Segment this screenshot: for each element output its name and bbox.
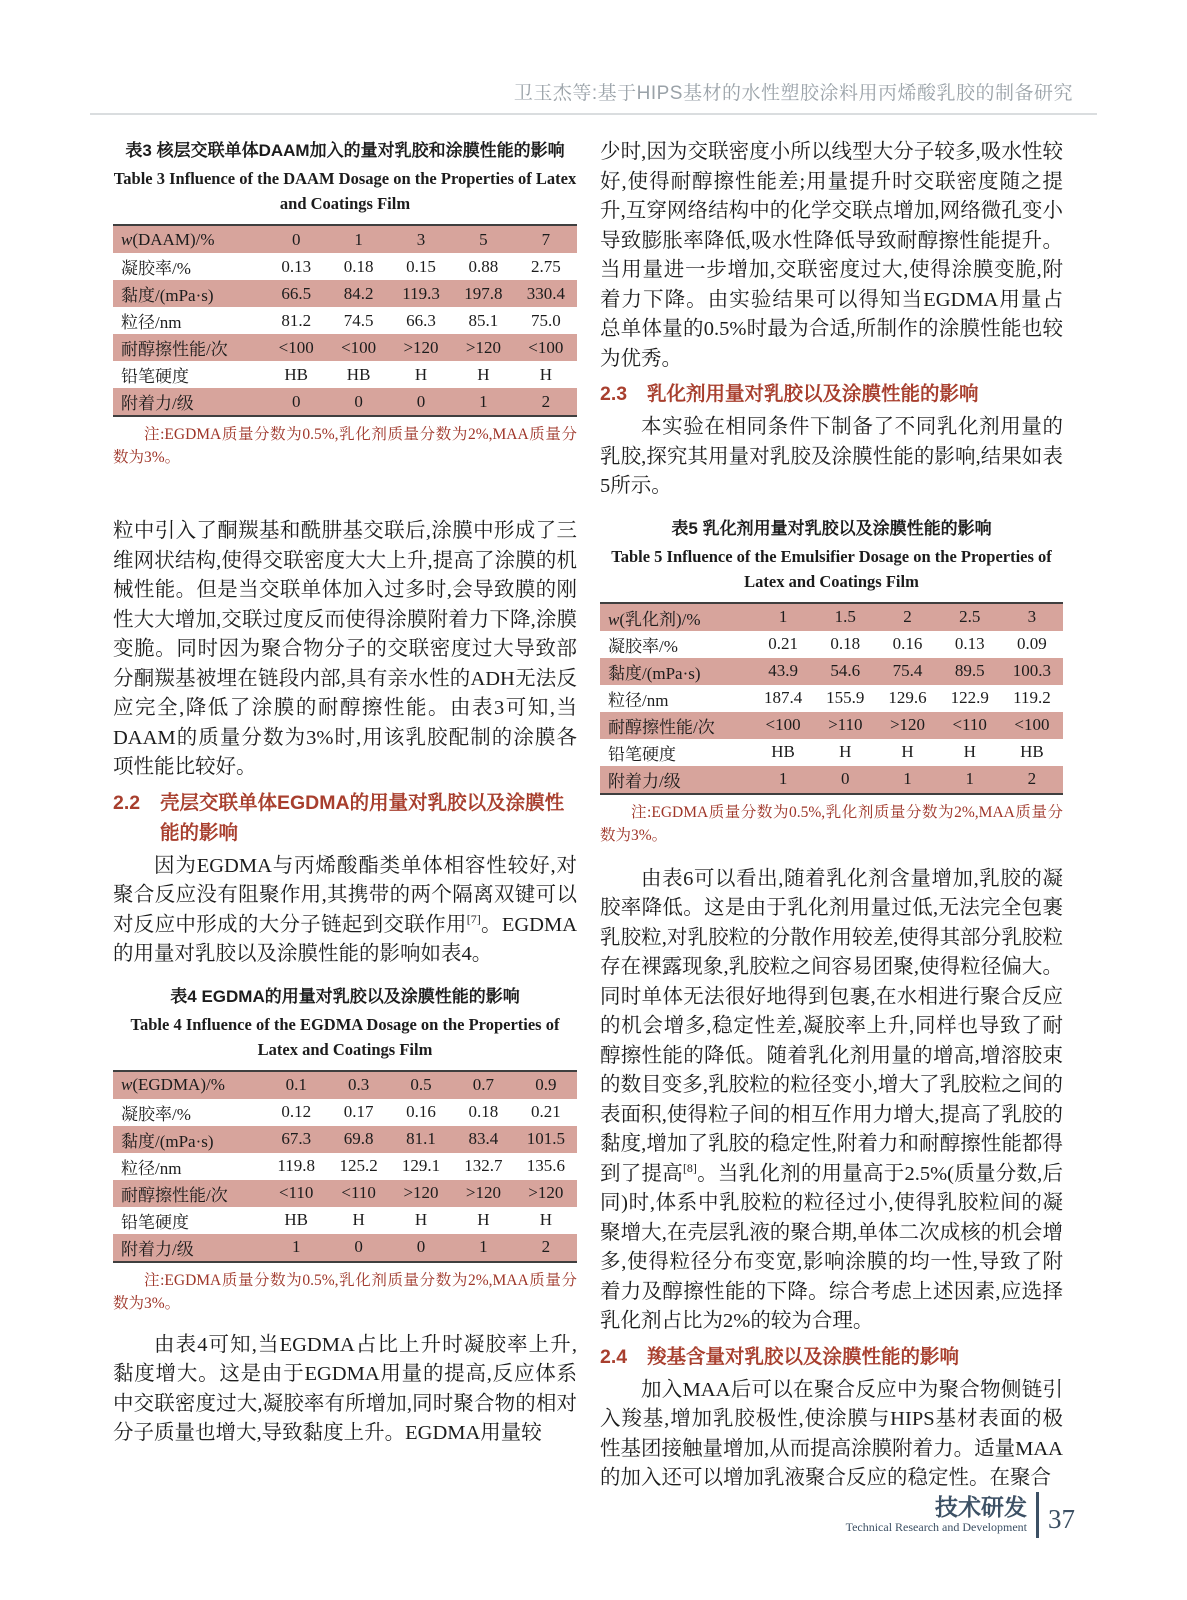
table-cell: 1 xyxy=(965,769,974,788)
table-cell: 0 xyxy=(291,229,301,249)
table-cell: 69.8 xyxy=(343,1129,374,1148)
table-cell: <110 xyxy=(952,715,987,734)
table-cell: 0.7 xyxy=(472,1075,495,1094)
table-cell: 1 xyxy=(479,391,488,411)
table4-block xyxy=(113,984,577,1315)
table-cell: 0.13 xyxy=(954,634,985,653)
table-cell: 0.88 xyxy=(468,256,499,276)
table-cell: 0.3 xyxy=(347,1075,370,1094)
running-header: 卫玉杰等:基于HIPS基材的水性塑胶涂料用丙烯酸乳胶的制备研究 xyxy=(513,83,1073,104)
table-cell: 119.8 xyxy=(277,1156,316,1175)
table-cell: 101.5 xyxy=(526,1129,565,1148)
table5-note: 注:EGDMA质量分数为0.5%,乳化剂质量分数为2%,MAA质量分数为3%。 xyxy=(600,803,1063,844)
table-cell: 2 xyxy=(541,1237,551,1256)
table-cell: HB xyxy=(284,1210,309,1229)
table-cell: <100 xyxy=(341,337,377,357)
table-cell: <110 xyxy=(278,1183,314,1202)
paragraph-text: 。EGDMA的用量对乳胶以及涂膜性能的影响如表4。 xyxy=(113,913,577,965)
row-label: 粒径/nm xyxy=(121,1158,182,1178)
table-row xyxy=(113,1072,577,1099)
table5-block xyxy=(600,516,1063,847)
table-cell: >120 xyxy=(889,715,926,734)
table5-caption-zh: 表5 乳化剂用量对乳胶以及涂膜性能的影响 xyxy=(671,518,992,538)
table-row xyxy=(113,307,577,334)
table-cell: H xyxy=(539,1210,552,1229)
table3-block xyxy=(113,138,577,469)
table-cell: 155.9 xyxy=(826,688,865,707)
table-cell: 0.9 xyxy=(535,1075,557,1094)
paragraph-egdma-intro xyxy=(113,852,577,970)
table-cell: >120 xyxy=(465,1183,501,1202)
paragraph-text: 由表6可以看出,随着乳化剂含量增加,乳胶的凝胶率降低。这是由于乳化剂用量过低,无法完全包裹乳胶粒,对乳胶粒的分散作用较差,使得其部分乳胶粒存在裸露现象,乳胶粒之间容易团聚,使得粒径偏大。同时单体无法很好地得到包裹,在水相进行聚合反应的机会增多,稳定性差,凝胶率上升,同样也导致了耐醇擦性能的降低。随着乳化剂用量的增高,增溶胶束的数目变多,乳胶粒的粒径变小,增大了乳胶粒之间的表面积,使得粒子间的相互作用力增大,提高了乳胶的黏度,增加了乳胶的稳定性,附着力和耐醇擦性能都得到了提高 xyxy=(600,867,1063,1185)
table-row xyxy=(113,1153,577,1180)
row-label: 凝胶率/% xyxy=(121,259,191,278)
table-cell: >110 xyxy=(828,715,863,734)
table4-note: 注:EGDMA质量分数为0.5%,乳化剂质量分数为2%,MAA质量分数为3%。 xyxy=(113,1271,577,1312)
table-cell: 1 xyxy=(479,1237,488,1256)
table-cell: 84.2 xyxy=(343,283,374,303)
paragraph-egdma-discussion: 少时,因为交联密度小所以线型大分子较多,吸水性较好,使得耐醇擦性能差;用量提升时交联密度随之提升,互穿网络结构中的化学交联点增加,网络微孔变小导致膨胀率降低,吸水性降低导致耐醇擦性能提升。当用量进一步增加,交联密度过大,使得涂膜变脆,附着力下降。由实验结果可以得知当EGDMA用量占总单体量的0.5%时最为合适,所制作的涂膜性能也较为优秀。 xyxy=(600,141,1063,370)
table-cell: <100 xyxy=(278,337,314,357)
section-heading-2-3 xyxy=(600,379,1063,409)
section-number: 2.3 xyxy=(600,383,628,405)
table-row xyxy=(113,334,577,361)
row-label: 附着力/级 xyxy=(608,771,681,791)
table4-caption-zh: 表4 EGDMA的用量对乳胶以及涂膜性能的影响 xyxy=(170,986,520,1006)
table-cell: 0.15 xyxy=(406,256,436,276)
table-cell: 1 xyxy=(354,229,363,249)
table-cell: H xyxy=(477,364,490,384)
table-cell: 100.3 xyxy=(1012,661,1052,680)
table-cell: 330.4 xyxy=(526,283,565,303)
row-label: 黏度/(mPa·s) xyxy=(608,663,701,683)
table-cell: 0.18 xyxy=(343,256,374,276)
table-row xyxy=(600,739,1063,766)
table-cell: 0.13 xyxy=(281,256,312,276)
table-cell: 0.18 xyxy=(830,634,861,653)
table-cell: 66.3 xyxy=(406,310,436,330)
citation-ref-7: [7] xyxy=(466,911,481,926)
table-cell: 1 xyxy=(291,1237,301,1256)
table-cell: 66.5 xyxy=(281,283,312,303)
row-label: 耐醇擦性能/次 xyxy=(121,340,228,359)
table-cell: 1.5 xyxy=(834,607,856,626)
section-number: 2.4 xyxy=(600,1345,628,1368)
table-cell: 89.5 xyxy=(954,661,985,680)
table-row xyxy=(113,253,577,280)
table-cell: 0 xyxy=(354,391,363,411)
table-row xyxy=(113,1126,577,1153)
row-label: 铅笔硬度 xyxy=(608,744,676,764)
table-cell: 197.8 xyxy=(464,283,503,303)
paragraph-maa-intro: 加入MAA后可以在聚合反应中为聚合物侧链引入羧基,增加乳胶极性,使涂膜与HIPS基材表面的极性基团接触量增加,从而提高涂膜附着力。适量MAA的加入还可以增加乳液聚合反应的稳定性。在聚合 xyxy=(600,1378,1063,1489)
row-label: w(乳化剂)/% xyxy=(608,609,701,629)
table-cell: 2 xyxy=(541,391,551,411)
table-row xyxy=(113,226,577,253)
citation-ref-8: [8] xyxy=(682,1160,697,1175)
table3-note: 注:EGDMA质量分数为0.5%,乳化剂质量分数为2%,MAA质量分数为3%。 xyxy=(113,426,577,466)
table4 xyxy=(113,1070,577,1263)
table-cell: 74.5 xyxy=(343,310,374,330)
table-cell: H xyxy=(901,742,914,761)
table-cell: 7 xyxy=(541,229,551,249)
table5-caption-en: Table 5 Influence of the Emulsifier Dosage on the Properties of Latex and Coatings Film xyxy=(611,546,1052,591)
table-row xyxy=(600,712,1063,739)
row-label: 铅笔硬度 xyxy=(121,367,189,386)
page-number: 37 xyxy=(1048,1503,1075,1534)
table-cell: 0 xyxy=(841,769,850,788)
table-cell: 2 xyxy=(1027,769,1037,788)
section-heading-2-2 xyxy=(113,788,577,848)
table-cell: 1 xyxy=(903,769,912,788)
table-row xyxy=(600,658,1063,685)
table-row xyxy=(113,1099,577,1126)
table-cell: 135.6 xyxy=(526,1156,565,1175)
table-cell: HB xyxy=(771,742,795,761)
row-label: 铅笔硬度 xyxy=(121,1212,189,1232)
section-number: 2.2 xyxy=(113,791,141,814)
table-cell: HB xyxy=(346,364,371,384)
table-cell: 0.21 xyxy=(530,1102,561,1121)
section-title: 壳层交联单体EGDMA的用量对乳胶以及涂膜性能的影响 xyxy=(160,791,565,844)
section-title: 羧基含量对乳胶以及涂膜性能的影响 xyxy=(647,1345,960,1368)
table-row xyxy=(113,1180,577,1207)
row-label: w(EGDMA)/% xyxy=(121,1075,225,1094)
table-cell: >120 xyxy=(403,1183,439,1202)
table-cell: H xyxy=(414,1210,428,1229)
table-row xyxy=(113,361,577,388)
table-row xyxy=(600,604,1063,631)
table3-caption-en: Table 3 Influence of the DAAM Dosage on the Properties of Latex and Coatings Film xyxy=(113,169,577,213)
table-cell: 0.16 xyxy=(892,634,923,653)
table-cell: 0 xyxy=(416,391,426,411)
table-cell: 1 xyxy=(778,769,788,788)
table-cell: >120 xyxy=(403,337,439,357)
row-label: 粒径/nm xyxy=(121,313,182,332)
table-cell: 2 xyxy=(903,607,912,626)
table-cell: <110 xyxy=(341,1183,376,1202)
table-row xyxy=(113,1234,577,1261)
table-cell: 119.3 xyxy=(402,283,440,303)
table5 xyxy=(600,602,1063,795)
table-cell: H xyxy=(477,1210,490,1229)
table-cell: 0.21 xyxy=(768,634,798,653)
table-cell: 2.75 xyxy=(530,256,561,276)
table3-caption-zh: 表3 核层交联单体DAAM加入的量对乳胶和涂膜性能的影响 xyxy=(125,141,565,160)
table-cell: <100 xyxy=(765,715,801,734)
table-row xyxy=(600,631,1063,658)
table-cell: 81.1 xyxy=(406,1129,436,1148)
footer-section-en: Technical Research and Development xyxy=(845,1520,1027,1534)
paragraph-text: 。当乳化剂的用量高于2.5%(质量分数,后同)时,体系中乳胶粒的粒径过小,使得乳胶粒间的凝聚增大,在壳层乳液的聚合期,单体二次成核的机会增多,使得粒径分布变宽,影响涂膜的均一性,导致了附着力及醇擦性能的下降。综合考虑上述因素,应选择乳化剂占比为2%的较为合理。 xyxy=(600,1162,1064,1332)
table-cell: 0 xyxy=(416,1237,426,1256)
table-cell: 0.09 xyxy=(1017,634,1047,653)
table-cell: H xyxy=(352,1210,365,1229)
table-row xyxy=(600,766,1063,793)
table-row xyxy=(600,685,1063,712)
table-cell: 75.4 xyxy=(892,661,923,680)
table-cell: 83.4 xyxy=(468,1129,499,1148)
table4-caption-en: Table 4 Influence of the EGDMA Dosage on the Properties of Latex and Coatings Film xyxy=(130,1014,560,1059)
table-cell: 132.7 xyxy=(464,1156,503,1175)
table-cell: HB xyxy=(1020,742,1044,761)
row-label: 耐醇擦性能/次 xyxy=(121,1185,228,1205)
table-cell: H xyxy=(539,364,552,384)
page-footer xyxy=(846,1492,1075,1538)
paragraph-emulsifier-discussion xyxy=(600,865,1063,1337)
row-label: 凝胶率/% xyxy=(608,636,678,656)
table-row xyxy=(113,388,577,415)
table-cell: >120 xyxy=(528,1183,564,1202)
section-title: 乳化剂用量对乳胶以及涂膜性能的影响 xyxy=(647,383,979,405)
table-cell: 0.12 xyxy=(281,1102,312,1121)
table-cell: 67.3 xyxy=(281,1129,312,1148)
table3 xyxy=(113,224,577,417)
paragraph-table4-discussion: 由表4可知,当EGDMA占比上升时凝胶率上升,黏度增大。这是由于EGDMA用量的提高,反应体系中交联密度过大,凝胶率有所增加,同时聚合物的相对分子质量也增大,导致黏度上升。EGDMA用量较 xyxy=(113,1333,577,1444)
table-cell: H xyxy=(839,742,852,761)
footer-section-labels xyxy=(846,1495,1036,1535)
table-cell: 129.6 xyxy=(888,688,927,707)
table-cell: 2.5 xyxy=(959,607,981,626)
table-cell: 54.6 xyxy=(830,661,861,680)
paragraph-emulsifier-intro: 本实验在相同条件下制备了不同乳化剂用量的乳胶,探究其用量对乳胶及涂膜性能的影响,结果如表5所示。 xyxy=(600,416,1063,497)
row-label: 附着力/级 xyxy=(121,1239,194,1259)
footer-section-zh: 技术研发 xyxy=(935,1494,1027,1520)
table-cell: 0.1 xyxy=(285,1075,307,1094)
section-heading-2-4 xyxy=(600,1342,1063,1372)
row-label: 黏度/(mPa·s) xyxy=(121,1131,214,1151)
table-row xyxy=(113,280,577,307)
table-cell: <100 xyxy=(1014,715,1050,734)
table-cell: 75.0 xyxy=(530,310,561,330)
right-column xyxy=(600,138,1063,1494)
row-label: 黏度/(mPa·s) xyxy=(121,286,214,305)
table-cell: 3 xyxy=(1027,607,1037,626)
table-cell: HB xyxy=(284,364,309,384)
table-cell: 81.2 xyxy=(281,310,312,330)
table-cell: 0 xyxy=(291,391,301,411)
table-cell: <100 xyxy=(528,337,564,357)
table-cell: 122.9 xyxy=(950,688,989,707)
left-column xyxy=(113,138,577,1449)
table-cell: 125.2 xyxy=(339,1156,378,1175)
table-cell: H xyxy=(414,364,428,384)
header-rule xyxy=(90,113,1097,115)
table-cell: 0.16 xyxy=(406,1102,436,1121)
table-cell: 0.5 xyxy=(410,1075,432,1094)
table-cell: 43.9 xyxy=(768,661,798,680)
row-label: 附着力/级 xyxy=(121,394,194,413)
table-cell: 129.1 xyxy=(401,1156,441,1175)
table-cell: 85.1 xyxy=(468,310,499,330)
paragraph-text: 因为EGDMA与丙烯酸酯类单体相容性较好,对聚合反应没有阻聚作用,其携带的两个隔离双键可以对反应中形成的大分子链起到交联作用 xyxy=(113,854,577,936)
table-cell: 0.17 xyxy=(343,1102,374,1121)
table-cell: 1 xyxy=(778,607,788,626)
table-cell: 3 xyxy=(416,229,426,249)
paragraph-daam-discussion: 粒中引入了酮羰基和酰肼基交联后,涂膜中形成了三维网状结构,使得交联密度大大上升,提高了涂膜的机械性能。但是当交联单体加入过多时,会导致膜的刚性大大增加,交联过度反而使得涂膜附着力下降,涂膜变脆。同时因为聚合物分子的交联密度过大导致部分酮羰基被埋在链段内部,具有亲水性的ADH无法反应完全,降低了涂膜的耐醇擦性能。由表3可知,当DAAM的质量分数为3%时,用该乳胶配制的涂膜各项性能比较好。 xyxy=(113,520,577,778)
table-cell: 119.2 xyxy=(1013,688,1051,707)
table-cell: 0.18 xyxy=(468,1102,499,1121)
table-row xyxy=(113,1207,577,1234)
table-cell: 5 xyxy=(479,229,488,249)
table-cell: H xyxy=(963,742,976,761)
row-label: 耐醇擦性能/次 xyxy=(608,717,715,737)
table-cell: >120 xyxy=(465,337,501,357)
row-label: w(DAAM)/% xyxy=(121,229,215,249)
table-cell: 0 xyxy=(354,1237,363,1256)
row-label: 凝胶率/% xyxy=(121,1104,191,1124)
row-label: 粒径/nm xyxy=(608,690,669,710)
table-cell: 187.4 xyxy=(763,688,803,707)
